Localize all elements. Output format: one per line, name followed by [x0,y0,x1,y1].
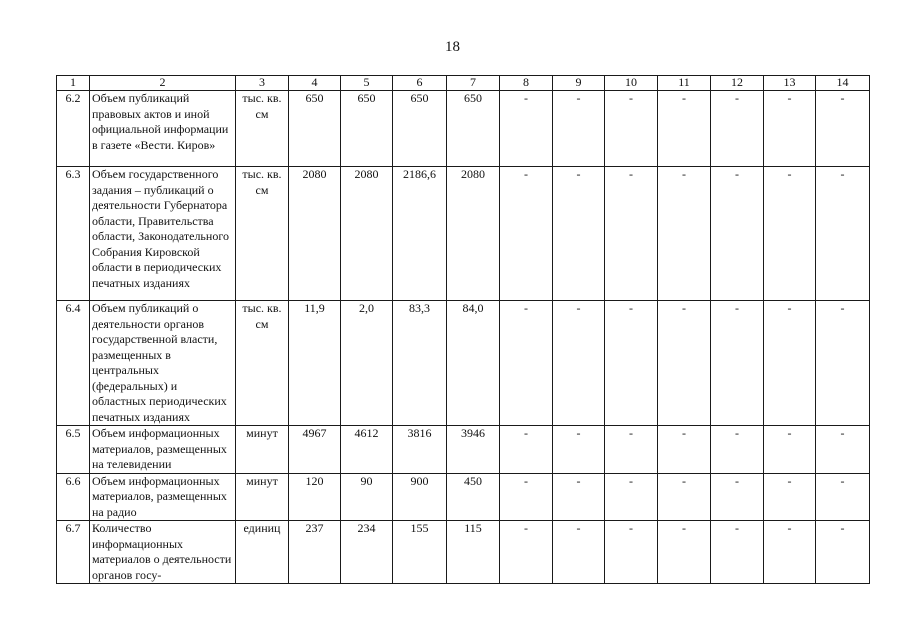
value-cell: 650 [341,91,393,167]
value-cell: 4967 [289,426,341,474]
dash-cell: - [711,167,764,301]
row-number: 6.2 [57,91,90,167]
column-header: 3 [236,76,289,91]
column-header: 10 [605,76,658,91]
dash-cell: - [500,301,553,426]
value-cell: 650 [289,91,341,167]
unit-of-measure: минут [236,473,289,521]
dash-cell: - [816,473,870,521]
value-cell: 2080 [447,167,500,301]
dash-cell: - [605,521,658,584]
dash-cell: - [658,426,711,474]
dash-cell: - [553,91,605,167]
dash-cell: - [711,521,764,584]
dash-cell: - [816,91,870,167]
column-header: 14 [816,76,870,91]
value-cell: 237 [289,521,341,584]
value-cell: 3816 [393,426,447,474]
dash-cell: - [658,301,711,426]
dash-cell: - [764,426,816,474]
table-row [57,521,870,584]
row-number: 6.5 [57,426,90,474]
dash-cell: - [816,301,870,426]
dash-cell: - [764,91,816,167]
header-row [57,76,870,91]
value-cell: 84,0 [447,301,500,426]
row-number: 6.3 [57,167,90,301]
dash-cell: - [605,473,658,521]
value-cell: 83,3 [393,301,447,426]
table-row [57,473,870,521]
unit-of-measure: минут [236,426,289,474]
dash-cell: - [500,521,553,584]
value-cell: 2080 [341,167,393,301]
value-cell: 115 [447,521,500,584]
dash-cell: - [553,521,605,584]
unit-of-measure: тыс. кв. см [236,301,289,426]
column-header: 5 [341,76,393,91]
dash-cell: - [605,167,658,301]
dash-cell: - [553,301,605,426]
indicator-name: Объем публикаций о деятельности органов государственной власти, размещенных в центральных (федеральных) и областных периодических печатных изданиях [90,301,236,426]
value-cell: 650 [447,91,500,167]
value-cell: 90 [341,473,393,521]
value-cell: 4612 [341,426,393,474]
table-row [57,91,870,167]
column-header: 9 [553,76,605,91]
indicator-name: Количество информационных материалов о деятельности органов госу- [90,521,236,584]
dash-cell: - [658,473,711,521]
dash-cell: - [553,473,605,521]
dash-cell: - [553,426,605,474]
dash-cell: - [816,167,870,301]
row-number: 6.6 [57,473,90,521]
value-cell: 120 [289,473,341,521]
column-header: 6 [393,76,447,91]
row-number: 6.7 [57,521,90,584]
dash-cell: - [658,91,711,167]
value-cell: 155 [393,521,447,584]
dash-cell: - [764,521,816,584]
value-cell: 2186,6 [393,167,447,301]
table-row [57,167,870,301]
dash-cell: - [500,167,553,301]
dash-cell: - [816,521,870,584]
column-header: 11 [658,76,711,91]
dash-cell: - [711,426,764,474]
value-cell: 2,0 [341,301,393,426]
column-header: 2 [90,76,236,91]
dash-cell: - [711,301,764,426]
dash-cell: - [658,521,711,584]
row-number: 6.4 [57,301,90,426]
indicator-name: Объем публикаций правовых актов и иной официальной информации в газете «Вести. Киров» [90,91,236,167]
dash-cell: - [764,167,816,301]
value-cell: 650 [393,91,447,167]
dash-cell: - [816,426,870,474]
dash-cell: - [711,91,764,167]
dash-cell: - [658,167,711,301]
column-header: 7 [447,76,500,91]
dash-cell: - [500,91,553,167]
indicators-table [56,75,870,584]
page-number: 18 [445,39,460,55]
table-row [57,301,870,426]
unit-of-measure: единиц [236,521,289,584]
unit-of-measure: тыс. кв. см [236,167,289,301]
column-header: 13 [764,76,816,91]
value-cell: 450 [447,473,500,521]
value-cell: 900 [393,473,447,521]
unit-of-measure: тыс. кв. см [236,91,289,167]
dash-cell: - [605,426,658,474]
indicator-name: Объем информационных материалов, размещенных на радио [90,473,236,521]
column-header: 8 [500,76,553,91]
indicator-name: Объем информационных материалов, размещенных на телевидении [90,426,236,474]
dash-cell: - [605,91,658,167]
column-header: 4 [289,76,341,91]
dash-cell: - [500,426,553,474]
dash-cell: - [711,473,764,521]
dash-cell: - [605,301,658,426]
indicator-name: Объем государственного задания – публикаций о деятельности Губернатора области, Правительства области, Законодательного Собрания Кировской области в периодических печатных изданиях [90,167,236,301]
value-cell: 234 [341,521,393,584]
value-cell: 11,9 [289,301,341,426]
column-header: 12 [711,76,764,91]
dash-cell: - [764,301,816,426]
value-cell: 2080 [289,167,341,301]
table-row [57,426,870,474]
dash-cell: - [764,473,816,521]
dash-cell: - [553,167,605,301]
column-header: 1 [57,76,90,91]
dash-cell: - [500,473,553,521]
value-cell: 3946 [447,426,500,474]
